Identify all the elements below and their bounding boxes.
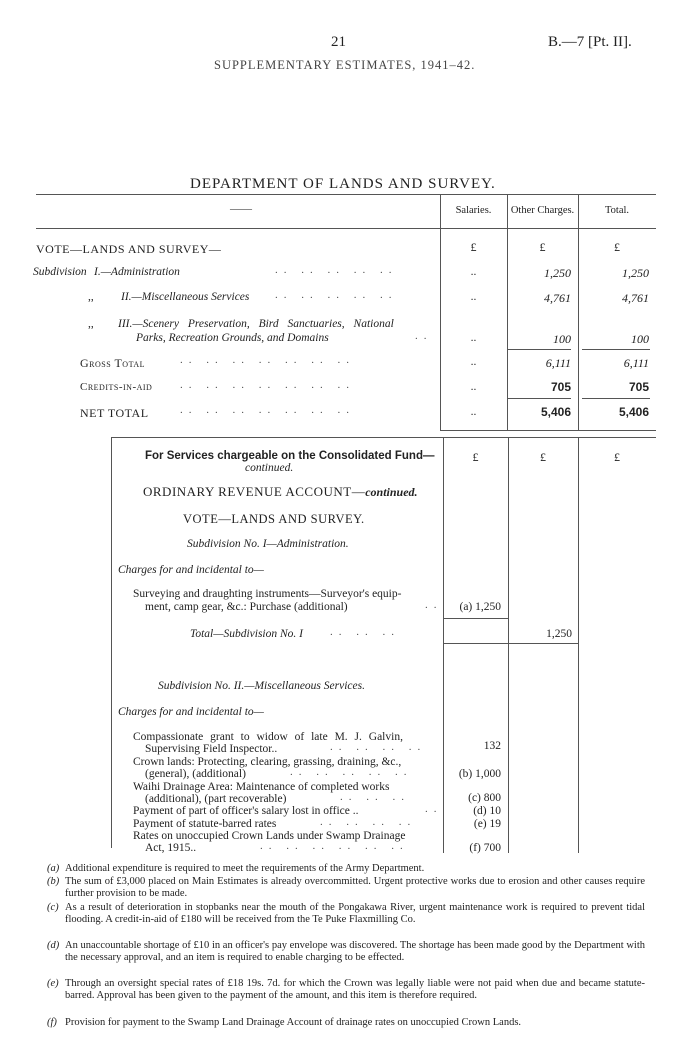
account-title <box>143 484 418 500</box>
row-sub3-leader: .. <box>415 330 433 342</box>
footnote-d-label: (d) <box>47 940 60 951</box>
sub2-item-3-value: (c) 800 <box>468 792 501 804</box>
footnote-e <box>47 978 645 1002</box>
table-top-rule <box>36 194 656 195</box>
services-continued: continued. <box>245 462 294 474</box>
footnote-d-text: An unaccountable shortage of £10 in an officer's pay envelope was discovered. The shortage has been made good by the Department with the necessary approval, and an item is required to enable charging to be effected. <box>65 940 645 963</box>
currency-salaries: £ <box>470 240 477 254</box>
sub2-title: Subdivision No. II.—Miscellaneous Services. <box>158 680 365 692</box>
department-title: DEPARTMENT OF LANDS AND SURVEY. <box>190 176 496 192</box>
detail-currency-1: £ <box>472 450 479 464</box>
col-rule-3 <box>578 194 579 430</box>
row-sub1-salaries: .. <box>470 266 477 278</box>
sub2-item-4-value: (d) 10 <box>473 805 501 817</box>
document-reference: B.—7 [Pt. II]. <box>548 34 632 50</box>
header-salaries: Salaries. <box>455 205 492 216</box>
footnote-c-text: As a result of deterioration in stopbanks near the mouth of the Pongakawa River, urgent maintenance work is required to prevent tidal flooding. A credit-in-aid of £180 will be received from the Te Puke Flaxmilling Co. <box>65 902 645 925</box>
net-leader: .. .. .. .. .. .. .. <box>180 404 355 416</box>
page-number: 21 <box>331 34 346 50</box>
credits-total: 705 <box>628 380 649 394</box>
row-sub1-leader: .. .. .. .. .. <box>275 264 398 276</box>
sub2-item-1-leader: .. .. .. .. <box>330 741 427 753</box>
row-sub1-total: 1,250 <box>622 266 649 280</box>
row-sub3-label: III.—Scenery Preservation, Bird Sanctuaries, National <box>118 318 394 330</box>
sub2-item-2-line1: Crown lands: Protecting, clearing, grassing, draining, &c., <box>133 756 402 768</box>
gross-salaries: .. <box>470 356 477 368</box>
sub1-item-line1: Surveying and draughting instruments—Surveyor's equip- <box>133 588 402 600</box>
sub2-item-5-leader: .. .. .. .. <box>320 816 417 828</box>
footnote-a <box>47 863 645 875</box>
net-total-label: NET TOTAL <box>80 406 149 420</box>
sub2-item-2-value: (b) 1,000 <box>458 768 501 780</box>
detail-vote-title: VOTE—LANDS AND SURVEY. <box>183 512 365 526</box>
sub1-item-leader: .. <box>425 599 443 611</box>
sub2-item-6-value: (f) 700 <box>469 842 501 854</box>
row-sub2-other: 4,761 <box>544 291 571 305</box>
row-sub1-label: I.—Administration <box>94 266 180 278</box>
detail-left-rule <box>111 437 112 848</box>
sub2-item-4-line1: Payment of part of officer's salary lost in office .. <box>133 805 359 817</box>
sub1-item-line2: ment, camp gear, &c.: Purchase (additional) <box>145 601 348 613</box>
sub2-item-5-line1: Payment of statute-barred rates <box>133 818 277 830</box>
sub2-item-1-value: 132 <box>483 740 501 752</box>
gross-leader: .. .. .. .. .. .. .. <box>180 354 355 366</box>
sub2-item-1-line2: Supervising Field Inspector.. <box>145 743 278 755</box>
net-other: 5,406 <box>540 405 571 419</box>
net-rule-2 <box>582 398 650 399</box>
sub2-item-4-leader: .. <box>425 803 443 815</box>
sub2-item-6-line1: Rates on unoccupied Crown Lands under Swamp Drainage <box>133 830 406 842</box>
footnote-e-label: (e) <box>47 978 59 989</box>
sub2-item-3-line1: Waihi Drainage Area: Maintenance of completed works <box>133 781 390 793</box>
sub1-charges-heading: Charges for and incidental to— <box>118 564 264 576</box>
footnote-b-text: The sum of £3,000 placed on Main Estimates is already overcommitted. Urgent protective works due to erosion and other causes require further provision to be made. <box>65 876 645 899</box>
summary-bottom-rule <box>440 430 656 431</box>
sub1-total-leader: .. .. .. <box>330 626 400 638</box>
sub2-item-2-line2: (general), (additional) <box>145 768 246 780</box>
credits-salaries: .. <box>470 381 477 393</box>
footnote-c <box>47 902 645 926</box>
net-total: 5,406 <box>618 405 649 419</box>
footnote-e-text: Through an oversight special rates of £18 19s. 7d. for which the Crown was legally liable were not paid when due and became statute-barred. Approval has been given to the payment of the amount, and this item is therefore required. <box>65 978 645 1001</box>
row-sub2-leader: .. .. .. .. .. <box>275 289 398 301</box>
row-sub3-salaries: .. <box>470 332 477 344</box>
gross-other: 6,111 <box>545 356 571 370</box>
credits-leader: .. .. .. .. .. .. .. <box>180 379 355 391</box>
col-rule-2 <box>507 194 508 430</box>
footnote-a-text: Additional expenditure is required to meet the requirements of the Army Department. <box>65 863 425 874</box>
sub2-charges-heading: Charges for and incidental to— <box>118 706 264 718</box>
sub1-bottom-rule <box>443 643 578 644</box>
header-other-charges: Other Charges. <box>510 205 575 216</box>
gross-total: 6,111 <box>623 356 649 370</box>
sub1-total-value: 1,250 <box>546 628 572 640</box>
vote-title: VOTE—LANDS AND SURVEY— <box>36 242 222 256</box>
sub2-item-1-line1: Compassionate grant to widow of late M. J. Galvin, <box>133 731 403 743</box>
row-sub3-total: 100 <box>631 332 649 346</box>
sub1-total-rule <box>443 618 508 619</box>
row-sub1-other: 1,250 <box>544 266 571 280</box>
row-sub3-prefix: ,, <box>88 318 94 330</box>
sub2-item-5-value: (e) 19 <box>473 818 501 830</box>
row-sub1-prefix: Subdivision <box>33 266 87 278</box>
sub2-item-6-leader: .. .. .. .. .. .. <box>260 840 409 852</box>
detail-col-rule-1 <box>443 437 444 853</box>
table-header-rule <box>36 228 656 229</box>
col-rule-1 <box>440 194 441 430</box>
sub2-item-3-leader: .. .. .. <box>340 791 410 803</box>
detail-top-rule <box>111 437 656 438</box>
net-rule-1 <box>507 398 571 399</box>
footnote-f <box>47 1017 645 1029</box>
row-sub2-label: II.—Miscellaneous Services <box>121 291 250 303</box>
gross-rule-2 <box>582 349 650 350</box>
row-sub3-other: 100 <box>553 332 571 346</box>
sub2-item-3-line2: (additional), (part recoverable) <box>145 793 287 805</box>
account-title-text: ORDINARY REVENUE ACCOUNT— <box>143 484 366 499</box>
account-continued: continued. <box>365 485 418 499</box>
credits-other: 705 <box>550 380 571 394</box>
services-title: For Services chargeable on the Consolidated Fund— <box>145 450 435 462</box>
row-sub3-label-2: Parks, Recreation Grounds, and Domains <box>136 332 329 344</box>
footnote-a-label: (a) <box>47 863 60 874</box>
detail-currency-3: £ <box>614 450 620 464</box>
sub2-item-6-line2: Act, 1915.. <box>145 842 197 854</box>
detail-currency-2: £ <box>540 450 546 464</box>
row-sub2-prefix: ,, <box>88 291 94 303</box>
currency-other: £ <box>539 240 546 254</box>
header-total: Total. <box>604 205 630 216</box>
sub1-total-label: Total—Subdivision No. I <box>190 628 303 640</box>
detail-col-rule-2 <box>508 437 509 853</box>
sub2-item-2-leader: .. .. .. .. .. <box>290 766 413 778</box>
sub1-title: Subdivision No. I—Administration. <box>187 538 349 550</box>
currency-total: £ <box>614 240 620 254</box>
row-sub2-total: 4,761 <box>622 291 649 305</box>
footnote-c-label: (c) <box>47 902 59 913</box>
credits-label: Credits-in-aid <box>80 381 153 393</box>
row-sub2-salaries: .. <box>470 291 477 303</box>
gross-rule-1 <box>507 349 571 350</box>
detail-col-rule-3 <box>578 437 579 853</box>
page-subtitle: SUPPLEMENTARY ESTIMATES, 1941–42. <box>214 58 476 72</box>
gross-total-label: Gross Total <box>80 356 145 370</box>
header-blank: —— <box>230 203 252 215</box>
footnote-b <box>47 876 645 900</box>
sub1-item-value: (a) 1,250 <box>459 601 501 613</box>
net-salaries: .. <box>470 406 477 418</box>
footnote-d <box>47 940 645 964</box>
footnote-f-label: (f) <box>47 1017 57 1028</box>
footnote-b-label: (b) <box>47 876 60 887</box>
footnote-f-text: Provision for payment to the Swamp Land Drainage Account of drainage rates on unoccupied Crown Lands. <box>65 1017 522 1028</box>
